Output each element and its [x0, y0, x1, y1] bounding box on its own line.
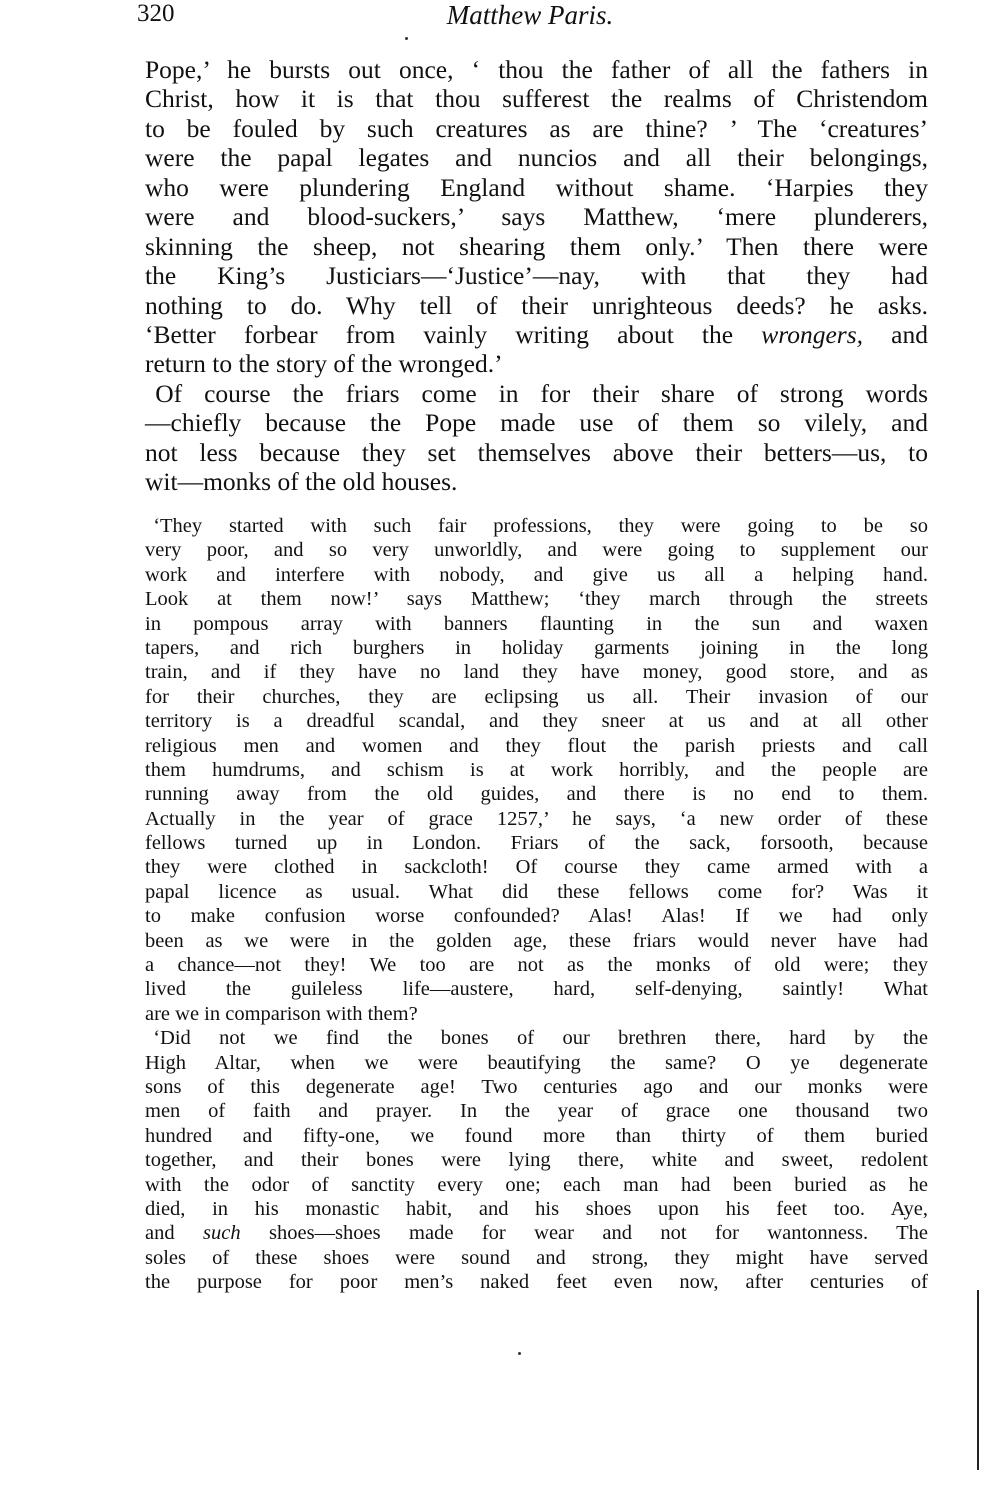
text-line: Pope,’ he bursts out once, ‘ thou the father of all the fathers in — [145, 55, 928, 84]
quote-line: sons of this degenerate age! Two centuries ago and our monks were — [145, 1075, 928, 1098]
quote-line: very poor, and so very unworldly, and were going to supplement our — [145, 539, 928, 562]
quote-line: in pompous array with banners flaunting in the sun and waxen — [145, 612, 928, 635]
quote-line: a chance—not they! We too are not as the monks of old were; they — [145, 954, 928, 977]
quote-line: lived the guileless life—austere, hard, self-denying, saintly! What — [145, 978, 928, 1001]
quote-line: hundred and fifty-one, we found more than thirty of them buried — [145, 1124, 928, 1147]
text-line: skinning the sheep, not shearing them only.’ Then there were — [145, 231, 928, 261]
quote-line: died, in his monastic habit, and his shoes upon his feet too. Aye, — [145, 1197, 928, 1220]
quote-line: tapers, and rich burghers in holiday garments joining in the long — [145, 636, 928, 659]
text-line: were the papal legates and nuncios and all their belongings, — [145, 143, 928, 173]
quote-line: been as we were in the golden age, these friars would never have had — [145, 929, 928, 952]
quote-line: to make confusion worse confounded? Alas! Alas! If we had only — [145, 905, 928, 928]
main-body-text — [145, 55, 928, 497]
text-line: to be fouled by such creatures as are thine? ’ The ‘creatures’ — [145, 113, 928, 143]
quote-line: with the odor of sanctity every one; each man had been buried as he — [145, 1173, 928, 1196]
text-line: the King’s Justiciars—‘Justice’—nay, with that they had — [145, 261, 928, 291]
text-line: wit—monks of the old houses. — [145, 467, 458, 497]
text-line: Christ, how it is that thou sufferest the realms of Christendom — [145, 84, 928, 114]
quote-line: running away from the old guides, and there is no end to them. — [145, 783, 928, 806]
quoted-passage — [145, 514, 928, 1295]
text-line: nothing to do. Why tell of their unrighteous deeds? he asks. — [145, 290, 928, 320]
quote-line: religious men and women and they flout the parish priests and call — [145, 734, 928, 757]
quote-line: ‘Did not we find the bones of our brethren there, hard by the — [153, 1027, 928, 1050]
quote-line: the purpose for poor men’s naked feet even now, after centuries of — [145, 1271, 928, 1294]
quote-line: men of faith and prayer. In the year of grace one thousand two — [145, 1100, 928, 1123]
quote-line: ‘They started with such fair professions, they were going to be so — [153, 515, 928, 537]
text-line: were and blood-suckers,’ says Matthew, ‘mere plunderers, — [145, 202, 928, 232]
quote-line: work and interfere with nobody, and give us all a helping hand. — [145, 563, 928, 586]
running-title: Matthew Paris. — [446, 0, 614, 30]
quote-line: High Altar, when we were beautifying the same? O ye degenerate — [145, 1051, 928, 1074]
text-line: Of course the friars come in for their share of strong words — [155, 378, 928, 408]
quote-line: soles of these shoes were sound and strong, they might have served — [145, 1246, 928, 1269]
quote-line: fellows turned up in London. Friars of the sack, forsooth, because — [145, 832, 928, 855]
text-line: who were plundering England without shame. ‘Harpies they — [145, 172, 928, 202]
text-line: —chiefly because the Pope made use of them so vilely, and — [145, 408, 928, 438]
quote-line: papal licence as usual. What did these fellows come for? Was it — [145, 880, 928, 903]
quote-line: together, and their bones were lying there, white and sweet, redolent — [145, 1149, 928, 1172]
text-line: ‘Better forbear from vainly writing about the wrongers, and — [145, 319, 928, 349]
quote-line: Actually in the year of grace 1257,’ he says, ‘a new order of these — [145, 807, 928, 830]
quote-line: train, and if they have no land they have money, good store, and as — [145, 661, 928, 684]
text-line: not less because they set themselves above their betters—us, to — [145, 437, 928, 467]
quote-line: Look at them now!’ says Matthew; ‘they march through the streets — [145, 588, 928, 611]
quote-line: they were clothed in sackcloth! Of course they came armed with a — [145, 856, 928, 879]
quote-line: for their churches, they are eclipsing us all. Their invasion of our — [145, 685, 928, 708]
text-line: return to the story of the wronged.’ — [145, 349, 503, 379]
scan-speck — [518, 1352, 521, 1355]
page-number: 320 — [137, 0, 175, 27]
scan-speck — [405, 37, 408, 40]
quote-line: are we in comparison with them? — [145, 1002, 418, 1025]
quote-line: territory is a dreadful scandal, and they sneer at us and at all other — [145, 710, 928, 733]
quote-line: them humdrums, and schism is at work horribly, and the people are — [145, 758, 928, 781]
scan-edge-line — [977, 1290, 979, 1470]
quote-line: and such shoes—shoes made for wear and not for wantonness. The — [145, 1222, 928, 1245]
